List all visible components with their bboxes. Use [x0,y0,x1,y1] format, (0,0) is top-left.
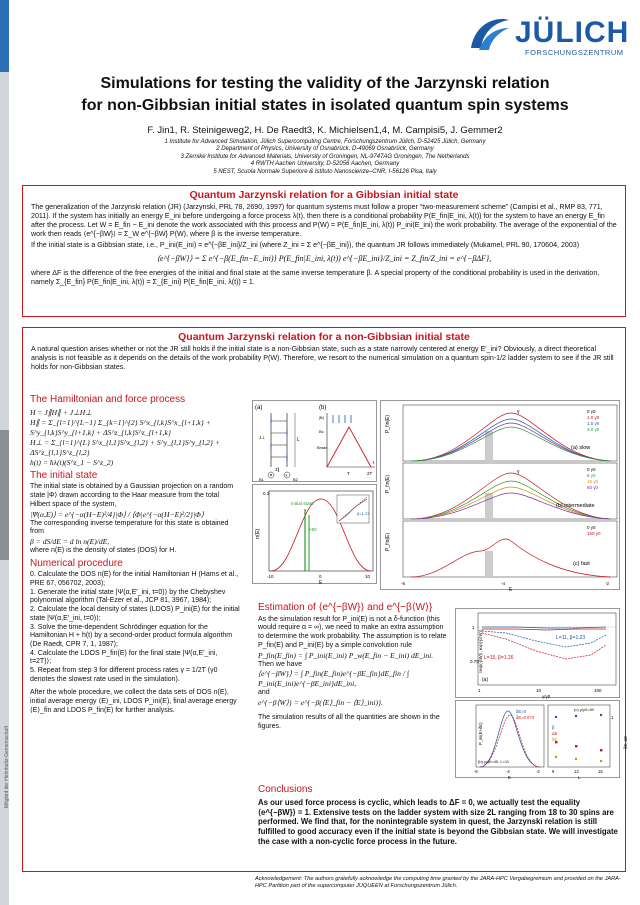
intermediate-label: (b) intermediate [556,503,595,509]
step-1: 1. Generate the initial state |Ψ(α,E′_ini, t=0)⟩ by the Chebyshev polynomial algorithm (Tal-Ezer et al., JCP 81, 3967, 1984); [30,588,226,605]
juelich-logo [465,14,635,57]
pini-xtick: -2 [536,769,540,774]
ladder-length-label: L [297,437,300,443]
initial-state-heading: The initial state [30,469,98,481]
bc-label: Bc [319,429,324,434]
ldos-ylabel-a: P_fin(E) [385,414,391,433]
estimation-then: Then we have [258,660,302,668]
affiliation: 1 Institute for Advanced Simulation, Jülich Supercomputing Centre, Forschungszentrum Jülich, D-52425 Jülich, Germany [164,139,486,145]
legend-delta-e: ΔE [552,731,558,736]
legend-a-2: 1.5 γ0 [587,421,600,426]
non-gibbsian-heading: Quantum Jarzynski relation for a non-Gibbsian initial state [178,331,470,343]
left-column [30,392,240,716]
jr-xtick: 1 [478,688,481,693]
bmax-label: Bmax [317,445,328,450]
l-ytick: 1 [611,715,614,720]
legend-a-0: 0 γ0 [587,409,596,414]
l-panel-label: (c) γ/γ0=40 [574,707,594,712]
hamiltonian-parallel-eq: H∥ = Σ_{l=1}^{L−1} Σ_{k=1}^{2} S^x_{l,k}S^x_{l+1,k} + S^y_{l,k}S^y_{l+1,k} + ΔS^z_{l,k}S^z_{l+1,k} [30,417,211,437]
jr-panel-label: (a) [482,677,489,683]
panel-a-label: (a) [255,405,263,411]
hamiltonian-heading: The Hamiltonian and force process [30,394,186,405]
legend-b-1: 6 γ0 [587,473,596,478]
jr-figure [455,608,620,698]
temperature-eq: β = dS/dE = d ln n(E)/dE, [30,536,110,546]
ldos-xtick: -2 [605,581,610,586]
jr-ytick: 1 [472,625,475,630]
helmholtz-label: Mitglied der Helmholtz-Gemeinschaft [4,726,10,808]
step-2: 2. Calculate the local density of states (LDOS) P_ini(E) for the initial state |Ψ(α,E′_ini, t=0)⟩; [30,606,240,622]
l-xlabel: L [578,775,581,780]
affiliation: 2 Department of Physics, University of Osnabrück, D-49069 Osnabrück, Germany [216,146,434,153]
dos-xlabel: E [319,580,323,586]
par-coupling-label: J∥ [275,467,280,472]
conclusions-text: As our used force process is cyclic, which leads to ΔF = 0, we actually test the equality ⟨e^{−βW}⟩ = 1. Extensive tests on the ladder system with size 2L ranging from 18 to 30 spins are performed. We find that, for the nonintegrable system in quest, the Jarzynski relation is still fulfilled to good accuracy even if the initial state is beyond the Gibbsian state. We will investigate the case with a non-cyclic force process in the future. [258,797,618,846]
jr-xtick: 100 [594,688,602,693]
gamma-arrow-label-b: γ [517,469,520,475]
pini-xlabel: E [508,775,512,780]
gibbsian-paragraph-1: The generalization of the Jarzynski relation (JR) (Jarzynski, PRL 78, 2690, 1997) for quantum systems must follow a proper “two-measurement scheme” (Campisi et al., RMP 83, 771, 2011). If the system has initially an energy E_ini before undergoing a force process λ(t), then there is a conditional probability P(E_fin|E_ini, λ(t)) for the system to have an energy E_fin after the process. Let W = E_fin − E_ini denote the work associated with this process and P(W) = P(E_fin|E_ini, λ(t)) P_ini(E_ini) the work probability. The average of the exponential of the work then reads ⟨e^{−βW}⟩ = Σ_W e^{−βW} P(W), where β is the inverse temperature. [31,203,617,238]
temperature-text: The corresponding inverse temperature for this state is obtained from [30,519,229,536]
numerical-heading: Numerical procedure [30,557,123,569]
conclusions-heading: Conclusions [258,784,313,795]
jr-svg [456,609,621,699]
estimation-and: and [258,689,270,697]
average-work-eq: ⟨e^{−βW}⟩ = ∫ P_fin(E_fin)e^{−βE_fin}dE_fin / ∫ P_ini(E_ini)e^{−βE_ini}dE_ini, [258,669,409,689]
authors: F. Jin1, R. Steinigeweg2, H. De Raedt3, K. Michielsen1,4, M. Campisi5, J. Gemmer2 [147,125,503,136]
time-axis-label: t [373,460,375,465]
dos-xtick: -10 [267,574,274,579]
non-gibbsian-intro: A natural question arises whether or not the JR still holds if the initial state is a non-Gibbsian state, such as a state narrowly centered at energy E′_ini? Obviously, a direct theoretical analysis is not feasible as it depends on the details of the work probability P(W). Therefore, we resort to the numerical simulation on a quantum spin-1/2 ladder system to see if the JR still holds for non-Gibbsian states. [31,345,614,371]
pini-figure [455,700,628,780]
t-tick-label: T [347,471,350,476]
pini-legend-2: δE=0.073 [516,715,535,720]
legend-a-3: 3.0 γ0 [587,427,600,432]
beta-label: β=1.23 [357,511,370,516]
conclusions [258,782,620,847]
pini-xtick: -4 [506,769,510,774]
pini-svg [456,701,628,780]
svg-text:×: × [285,473,288,478]
initial-state-label: initial state [291,502,314,507]
title-line-1: Simulations for testing the validity of the Jarzynski relation [100,75,550,92]
legend-b-2: 15 γ0 [587,479,599,484]
scale-label: ×50 [309,527,317,532]
legend-b-3: 60 γ0 [587,485,599,490]
step-5: 5. Repeat from step 3 for different process rates γ = 1/2T (γ0 denotes the slowest rate used in the simulation). [30,667,218,683]
ldos-ylabel-c: P_fin(E) [385,532,391,551]
gibbsian-section [22,185,626,317]
perp-coupling-label: J⊥ [259,435,266,440]
sidebar-gray-block [0,430,9,560]
legend-a-1: 1.0 γ0 [587,415,600,420]
l-xtick: 9 [552,769,555,774]
dos-figure [252,484,377,584]
ldos-xtick: -6 [401,581,406,586]
affiliations [20,139,630,176]
logo-word: JÜLICH [515,16,630,49]
dos-ytick: 0.3 [263,491,270,496]
step-0: 0. Calculate the DOS n(E) for the initial Hamiltonian H (Hams et al., PRE 67, 056702, 2003); [30,571,239,588]
jr-ytick: 0.75 [470,659,479,664]
initial-state-eq: |Ψ(α,E)⟩ = e^{−α(H−E)²/4}|Φ⟩ / ⟨Φ|e^{−α(H−E)²/2}|Φ⟩ [30,509,204,519]
acknowledgement: Acknowledgement: The authors gratefully acknowledge the computing time granted by the JARA-HPC Vergabegremium and provided on the JARA-HPC Partition part of the supercomputer JUQUEEN at Forschungszentrum Jülich. [255,876,621,889]
dos-xtick: 10 [365,574,371,579]
gibbsian-paragraph-2: If the initial state is a Gibbsian state, i.e., P_ini(E_ini) = e^{−βE_ini}/Z_ini (where Z_ini = Σ e^{−βE_ini}), the quantum JR follows immediately (Mukamel, PRL 90, 170604, 2003) [31,241,580,249]
legend-b-0: 0 γ0 [587,467,596,472]
legend-small-delta-e: δE [552,737,558,742]
jr-legend-l11: L=11, β=1.23 [556,635,586,641]
step-4: 4. Calculate the LDOS P_fin(E) for the final state |Ψ(α,E′_ini, t=2T)⟩; [30,649,218,666]
estimation-column [258,600,448,731]
l-right-label: δE, ΔE [623,735,628,749]
pini-legend-1: δE=0 [516,709,526,714]
legend-beta: β [552,725,555,730]
pini-panel-label: (b) γ/γ0=40, L=11 [478,759,510,764]
affiliation: 3 Zernike Institute for Advanced Materials, University of Groningen, NL-9747AG Groningen, The Netherlands [180,153,470,160]
logo-swirl-icon [465,14,511,54]
initial-state-text: The initial state is obtained by a Gaussian projection on a random state |Φ⟩ drawn according to the Haar measure from the total Hilbert space of the system, [30,483,234,508]
ldos-xlabel: E [509,587,513,593]
jarzynski-equation: ⟨e^{−βW}⟩ = Σ e^{−β(E_fin−E_ini)} P(E_fin|E_ini, λ(t)) e^{−βE_ini}/Z_ini = Z_fin/Z_ini = e^{−βΔF}, [156,254,492,263]
estimation-heading: Estimation of ⟨e^{−βW}⟩ and e^{−β⟨W⟩} [258,602,433,613]
mean-work-eq: e^{−β⟨W⟩} = e^{−β(⟨E⟩_fin − ⟨E⟩_ini)}. [258,697,383,707]
jr-legend-l15: L=15, β=1.26 [484,655,514,661]
panel-b-label: (b) [319,405,327,411]
affiliation: 4 RWTH Aachen University, D-52056 Aachen, Germany [250,161,400,168]
dos-ylabel: n(E) [255,528,261,539]
jr-xtick: 10 [536,688,542,693]
jr-xlabel: γ/γ0 [542,694,551,699]
estimation-result-text: The simulation results of all the quantities are shown in the figures. [258,713,440,730]
legend-c-1: 150 γ0 [587,531,601,536]
ladder-force-figure [252,400,377,482]
gibbsian-heading: Quantum Jarzynski relation for a Gibbsian initial state [189,189,459,201]
field-b2-label: B2 [293,477,298,482]
estimation-text: As the simulation result for P_ini(E) is not a δ-function (this would require α = ∞), we need to make an extra assumption to determine the work probability. The assumption is to relate P_fin(E) and P_ini(E) by a simple convolution rule [258,615,447,649]
l-xtick: 12 [574,769,579,774]
sidebar-blue-block [0,0,9,72]
logo-subtitle: FORSCHUNGSZENTRUM [525,48,624,57]
hamiltonian-eq: H = J∥H∥ + J⊥H⊥ [30,407,92,417]
pini-xtick: -6 [474,769,478,774]
ladder-force-svg [253,401,378,483]
pini-ylabel: P_ini(E+δE) [478,722,483,745]
gibbsian-paragraph-3: where ΔF is the difference of the free energies of the initial and final state at the same inverse temperature β. A special property of the conditional probability is used in the derivation, namely Σ_{E_fin} P(E_fin|E_ini, λ(t)) = Σ_{E_ini} P(E_fin|E_ini, λ(t)) = 1. [31,269,600,286]
hamiltonian-perp-eq: H⊥ = Σ_{l=1}^{L} S^x_{l,1}S^x_{l,2} + S^y_{l,1}S^y_{l,2} + ΔS^z_{l,1}S^z_{l,2} [30,437,220,457]
force-eq: h(t) = ħλ(t)(S^z_1 − S^z_2) [30,457,114,467]
dos-text: where n(E) is the density of states (DOS) for H. [30,546,177,554]
step-3: 3. Solve the time-dependent Schrödinger equation for the Hamiltonian H + h(t) by a second-order product formula algorithm (De Raedt, CPR 7, 1, 1987); [30,623,233,648]
field-axis-label: |B| [319,415,324,420]
gamma-arrow-label-a: γ [517,409,520,415]
jr-ylabel: ⟨exp(-βW)⟩, exp(-β⟨W⟩) [478,629,483,673]
field-b1-label: B1 [259,477,264,482]
fast-label: (c) fast [573,561,590,567]
slow-label: (a) slow [571,445,591,451]
affiliation: 5 NEST, Scuola Normale Superiore & Istituto Nanoscienze–CNR, I-56126 Pisa, Italy [213,168,437,175]
l-xtick: 15 [598,769,603,774]
2t-tick-label: 2T [367,471,373,476]
ldos-svg [381,401,621,591]
convolution-eq: P_fin(E_fin) = ∫ P_ini(E_ini) P_w(E_fin − E_ini) dE_ini. [258,650,434,660]
legend-c-0: 0 γ0 [587,525,596,530]
poster-title [20,73,630,117]
dos-svg [253,485,378,585]
ldos-ylabel-b: P_fin(E) [385,474,391,493]
ldos-figure [380,400,620,593]
after-procedure-text: After the whole procedure, we collect the data sets of DOS n(E), initial average energy ⟨E⟩_ini, LDOS P_ini(E), final average energy ⟨E⟩_fin and LDOS P_fin(E) for further analysis. [30,689,237,714]
dos-xtick: 0 [319,574,322,579]
title-line-2: for non-Gibbsian initial states in isolated quantum spin systems [81,97,569,114]
ldos-xtick: -4 [501,581,506,586]
